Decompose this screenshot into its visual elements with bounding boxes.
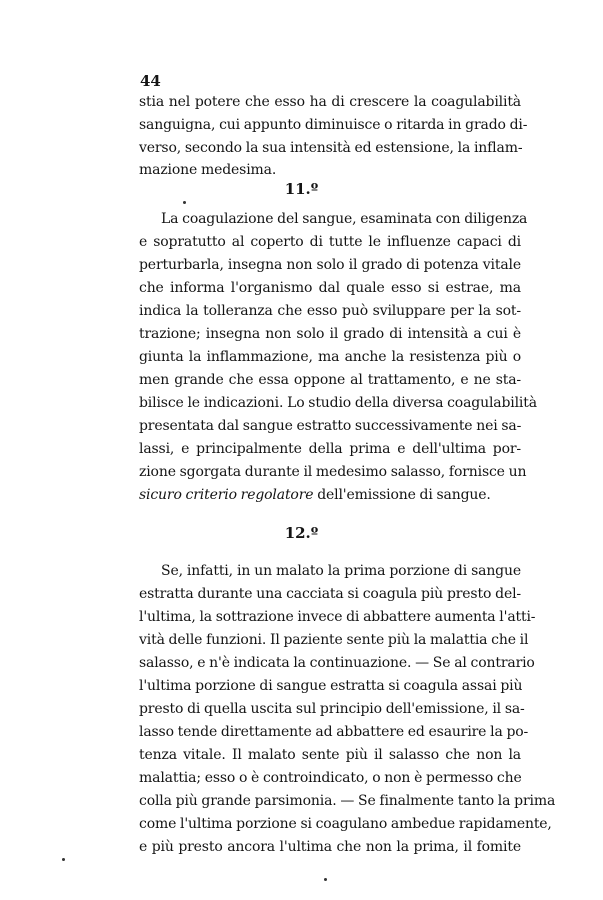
text-line: mazione medesima. — [139, 162, 277, 178]
text-line: colla più grande parsimonia. — Se finalmente tanto la prima — [139, 793, 556, 809]
text-line: lassi, e principalmente della prima e dell'ultima por- — [139, 441, 521, 457]
text-line: malattia; esso o è controindicato, o non è permesso che — [139, 770, 522, 786]
text-line: l'ultima, la sottrazione invece di abbattere aumenta l'atti- — [139, 609, 536, 625]
text-line-rest: dell'emissione di sangue. — [313, 487, 491, 503]
text-line: men grande che essa oppone al trattamento, e ne sta- — [139, 372, 521, 388]
page-number: 44 — [140, 72, 161, 90]
italic-phrase: sicuro criterio regolatore — [139, 487, 314, 503]
text-line: zione sgorgata durante il medesimo salasso, fornisce un — [139, 464, 527, 480]
text-line: stia nel potere che esso ha di crescere la coagulabilità — [139, 94, 521, 110]
text-line: e più presto ancora l'ultima che non la prima, il fomite — [139, 839, 521, 855]
text-line: che informa l'organismo dal quale esso si estrae, ma — [139, 280, 521, 296]
text-line: estratta durante una cacciata si coagula più presto del- — [139, 586, 521, 602]
text-line: tenza vitale. Il malato sente più il salasso che non la — [139, 747, 521, 763]
text-line: salasso, e n'è indicata la continuazione. — Se al contrario — [139, 655, 535, 671]
section-heading-12: 12.º — [284, 524, 319, 542]
text-line: verso, secondo la sua intensità ed estensione, la inflam- — [139, 140, 523, 156]
text-line: sanguigna, cui appunto diminuisce o ritarda in grado di- — [139, 117, 528, 133]
text-line: presto di quella uscita sul principio dell'emissione, il sa- — [139, 701, 525, 717]
text-line: vità delle funzioni. Il paziente sente più la malattia che il — [139, 632, 529, 648]
text-line: giunta la inflammazione, ma anche la resistenza più o — [139, 349, 521, 365]
text-line: l'ultima porzione di sangue estratta si coagula assai più — [139, 678, 523, 694]
text-line: perturbarla, insegna non solo il grado di potenza vitale — [139, 257, 521, 273]
section-heading-11: 11.º — [284, 180, 319, 198]
text-line: Se, infatti, in un malato la prima porzione di sangue — [161, 563, 521, 579]
text-line: indica la tolleranza che esso può sviluppare per la sot- — [139, 303, 521, 319]
text-line: bilisce le indicazioni. Lo studio della diversa coagulabilità — [139, 395, 537, 411]
text-line: lasso tende direttamente ad abbattere ed esaurire la po- — [139, 724, 529, 740]
text-line: come l'ultima porzione si coagulano ambedue rapidamente, — [139, 816, 552, 832]
print-speck — [62, 858, 65, 861]
text-line: La coagulazione del sangue, esaminata con diligenza — [161, 211, 528, 227]
print-speck — [183, 201, 186, 204]
text-line-last — [139, 486, 521, 504]
text-line: presentata dal sangue estratto successivamente nei sa- — [139, 418, 522, 434]
print-speck — [324, 878, 327, 881]
text-line: trazione; insegna non solo il grado di intensità a cui è — [139, 326, 521, 342]
text-line: e sopratutto al coperto di tutte le influenze capaci di — [139, 234, 521, 250]
